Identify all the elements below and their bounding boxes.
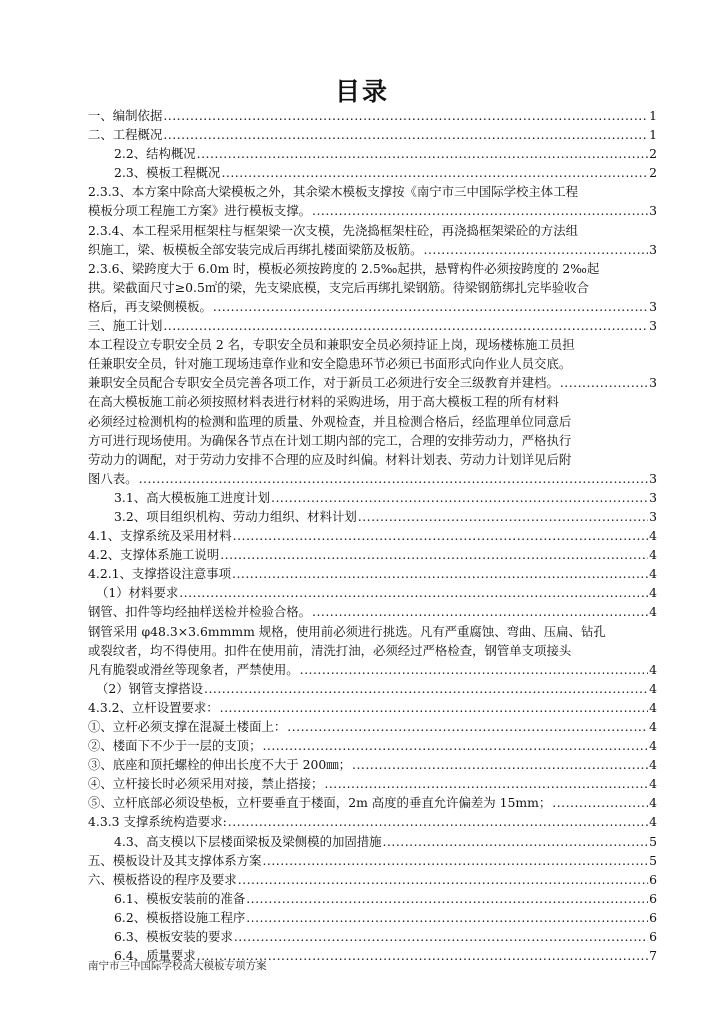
toc-entry-text: ①、立杆必须支撑在混凝土楼面上： [88,719,287,734]
toc-leader [139,469,649,488]
toc-entry-text: 2.2、结构概况 [114,146,196,162]
toc-leader [246,908,648,927]
toc-leader [204,679,648,698]
toc-page-number: 5 [649,833,657,849]
toc-leader [238,870,648,889]
toc-page-number: 4 [649,776,657,792]
toc-page-number: 4 [649,699,657,715]
toc-page-number: 4 [649,738,657,754]
toc-entry[interactable] [88,144,657,163]
toc-entry-line: 织施工，梁、板模板全部安装完成后再绑扎楼面梁筋及板筋。 [88,241,423,257]
toc-entry-text: （2）钢管支撑搭设 [96,680,204,696]
toc-leader [232,564,648,583]
toc-entry-line: 或裂纹者，均不得使用。扣件在使用前，清洗打油，必须经过严格检查，钢管单支项接头 [88,642,572,658]
toc-entry-text: 三、施工计划 [88,318,163,334]
toc-entry[interactable] [88,736,657,755]
toc-entry[interactable] [88,679,657,698]
toc-entry-text: 6.4、质量要求 [114,948,196,964]
toc-leader [179,583,648,602]
toc-entry-line: 钢管采用 φ48.3×3.6mmmm 规格，使用前必须进行挑选。凡有严重腐蚀、弯曲、压扁、钻孔 [88,623,606,639]
toc-leader [163,125,648,144]
toc-page-number: 6 [649,909,657,925]
toc-leader [262,851,648,870]
toc-entry-text: 六、模板搭设的程序及要求 [88,871,237,887]
toc-entry[interactable] [88,507,657,526]
toc-entry[interactable] [88,259,657,316]
toc-leader [234,927,648,946]
page-title: 目录 [334,77,389,106]
toc-leader [300,660,648,679]
toc-entry[interactable] [88,182,657,220]
toc-entry-line: 拱。梁截面尺寸≥0.5㎡的梁，先支梁底模，支完后再绑扎梁钢筋。待梁钢筋绑扎完毕验收合 [88,279,589,295]
toc-leader [271,488,648,507]
toc-page-number: 3 [649,470,657,486]
toc-page-number: 3 [649,375,657,391]
toc-entry[interactable] [88,812,657,831]
toc-entry[interactable] [88,583,657,602]
toc-entry-line: 模板分项工程施工方案》进行模板支撑。 [88,203,312,219]
toc-page-number: 3 [649,489,657,505]
toc-entry[interactable] [88,163,657,182]
toc-leader [233,526,648,545]
toc-leader [358,507,648,526]
toc-leader [312,602,648,621]
toc-entry[interactable] [88,755,657,774]
toc-page-number: 3 [649,203,657,219]
toc-entry-text: 4.3.3 支撑系统构造要求: [88,814,227,830]
toc-entry[interactable] [88,221,657,259]
toc-entry-line: 劳动力的调配，对于劳动力安排不合理的应及时纠偏。材料计划表、劳动力计划详见后附 [88,451,572,467]
toc-entry-text: 6.3、模板安装的要求 [114,929,233,945]
toc-page-number: 2 [649,146,657,162]
toc-page-number: 4 [649,757,657,773]
toc-entry-text: 6.2、模板搭设施工程序 [114,909,246,925]
toc-leader [163,106,648,125]
toc-page-number: 4 [649,604,657,620]
toc-entry[interactable] [88,488,657,507]
toc-entry[interactable] [88,908,657,927]
toc-entry[interactable] [88,335,657,392]
toc-entry[interactable] [88,392,657,487]
toc-entry-text: 2.3、模板工程概况 [114,165,221,181]
toc-leader [383,832,649,851]
table-of-contents [88,106,657,965]
toc-entry[interactable] [88,927,657,946]
toc-entry-text: 一、编制依据 [88,108,163,123]
page-footer: 南宁市三中国际学校高大模板专项方案 [88,960,267,972]
toc-entry-text: 二、工程概况 [88,127,163,143]
toc-entry-text: 4.3.2、立杆设置要求： [88,699,219,715]
toc-entry-line: 兼职安全员配合专职安全员完善各项工作，对于新员工必须进行安全三级教育并建档。 [88,375,559,391]
toc-page-number: 4 [649,814,657,830]
toc-entry-text: 五、模板设计及其支撑体系方案 [88,852,262,868]
toc-entry-line: 任兼职安全员，针对施工现场违章作业和安全隐患环节必须已书面形式向作业人员交底。 [88,356,572,372]
toc-leader [352,755,648,774]
toc-entry-line: 2.3.3、本方案中除高大梁模板之外，其余梁木模板支撑按《南宁市三中国际学校主体工程 [88,184,578,200]
toc-entry-line: 方可进行现场使用。为确保各节点在计划工期内部的完工，合理的安排劳动力，严格执行 [88,432,572,448]
toc-page-number: 4 [649,795,657,811]
toc-page-number: 4 [649,661,657,677]
toc-entry-text: 3.1、高大模板施工进度计划 [114,489,271,505]
toc-page-number: 7 [649,948,657,964]
toc-page-number: 1 [649,108,657,123]
toc-page-number: 4 [649,566,657,582]
toc-leader [163,316,648,335]
toc-entry[interactable] [88,316,657,335]
toc-page-number: 4 [649,528,657,544]
toc-entry-text: ③、底座和顶托螺栓的伸出长度不大于 200㎜； [88,757,352,773]
toc-leader [324,774,648,793]
toc-entry[interactable] [88,602,657,621]
toc-entry-text: 4.2、支撑体系施工说明 [88,547,220,563]
toc-page-number: 1 [649,127,657,143]
toc-leader [228,812,648,831]
toc-page-number: 3 [649,508,657,524]
toc-entry[interactable] [88,717,657,736]
toc-leader [220,698,648,717]
toc-entry-line: 格后，再支梁侧模板。 [88,298,212,314]
toc-entry-text: 钢管、扣件等均经抽样送检并检验合格。 [88,604,312,620]
toc-leader [560,373,648,392]
toc-entry[interactable] [88,545,657,564]
toc-page-number: 6 [649,871,657,887]
toc-entry-text: 4.3、高支模以下层楼面梁板及梁侧模的加固措施 [114,833,382,849]
toc-entry-text: 3.2、项目组织机构、劳动力组织、材料计划 [114,508,357,524]
toc-entry[interactable] [88,125,657,144]
toc-entry-line: 图八表。 [88,470,138,486]
toc-leader [552,793,648,812]
toc-page-number: 3 [649,318,657,334]
toc-entry-line: 本工程设立专职安全员 2 名，专职安全员和兼职安全员必须持证上岗，现场楼栋施工员担 [88,337,575,353]
toc-page-number: 4 [649,585,657,601]
toc-entry-text: 4.2.1、支撑搭设注意事项 [88,566,232,582]
toc-entry[interactable] [88,889,657,908]
toc-leader [221,163,648,182]
toc-entry-text: （1）材料要求 [96,585,179,601]
toc-page-number: 4 [649,719,657,734]
toc-leader [312,201,648,220]
toc-entry[interactable] [88,832,657,851]
toc-page-number: 6 [649,929,657,945]
toc-entry[interactable] [88,698,657,717]
toc-leader [287,717,648,736]
toc-entry-line: 2.3.4、本工程采用框架柱与框架梁一次支模，先浇捣框架柱砼，再浇捣框架梁砼的方法组 [88,222,578,238]
toc-entry-text: 6.1、模板安装前的准备 [114,890,246,906]
toc-page-number: 3 [649,241,657,257]
toc-entry[interactable] [88,564,657,583]
toc-entry[interactable] [88,106,657,125]
toc-entry-text: ④、立杆接长时必须采用对接，禁止搭接； [88,776,324,792]
toc-entry-text: ②、楼面下不少于一层的支顶； [88,738,262,754]
toc-leader [246,889,648,908]
toc-entry-line: 凡有脆裂或滑丝等现象者，严禁使用。 [88,661,299,677]
toc-entry-line: 2.3.6、梁跨度大于 6.0m 时，模板必须按跨度的 2.5‰起拱，悬臂构件必须按跨度的 2‰起 [88,260,600,276]
toc-entry[interactable] [88,793,657,812]
toc-page-number: 5 [649,852,657,868]
toc-page-number: 2 [649,165,657,181]
toc-entry[interactable] [88,870,657,889]
toc-entry-line: 必须经过检测机构的检测和监理的质量、外观检查，并且检测合格后，经监理单位同意后 [88,413,572,429]
toc-entry[interactable] [88,526,657,545]
toc-page-number: 4 [649,547,657,563]
toc-entry-text: 4.1、支撑系统及采用材料 [88,528,232,544]
toc-leader [424,240,649,259]
toc-page-number: 6 [649,890,657,906]
toc-page-number: 4 [649,680,657,696]
toc-entry-line: 在高大模板施工前必须按照材料表进行材料的采购进场，用于高大模板工程的所有材料 [88,394,559,410]
toc-page-number: 3 [649,298,657,314]
toc-entry[interactable] [88,774,657,793]
toc-entry[interactable] [88,851,657,870]
toc-leader [197,144,648,163]
toc-entry[interactable] [88,622,657,679]
toc-leader [262,736,648,755]
toc-entry-text: ⑤、立杆底部必须设垫板，立杆要垂直于楼面，2m 高度的垂直允许偏差为 15mm； [88,795,552,811]
toc-leader [220,545,648,564]
toc-leader [213,297,648,316]
